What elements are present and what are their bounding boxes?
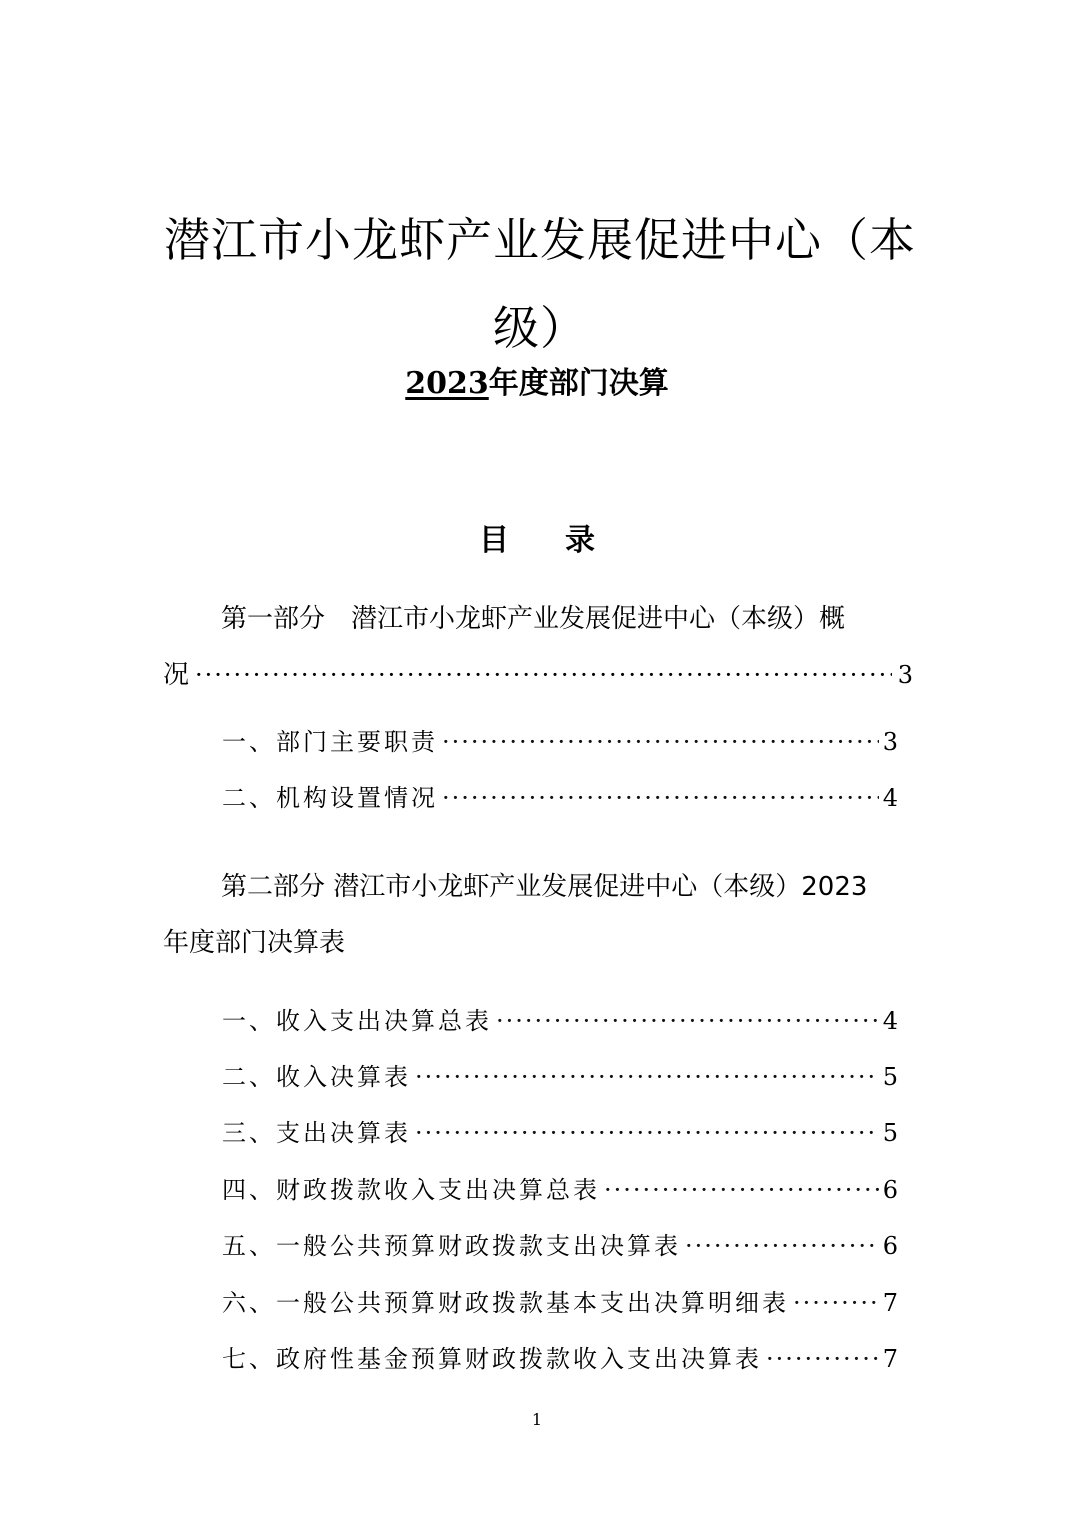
toc-part-1-line-2 xyxy=(163,653,913,697)
toc-part-1-line-2-text: 况 xyxy=(163,660,190,690)
toc-item[interactable] xyxy=(222,1057,898,1097)
toc-item-label: 四、财政拨款收入支出决算总表 xyxy=(222,1176,600,1204)
toc-leader-dots xyxy=(442,722,879,762)
toc-item[interactable] xyxy=(222,1339,898,1379)
toc-heading: 目录 xyxy=(479,523,651,558)
toc-part-2-line-2: 年度部门决算表 xyxy=(163,928,346,958)
toc-item-label: 一、部门主要职责 xyxy=(222,728,438,756)
toc-item-label: 二、机构设置情况 xyxy=(222,784,438,812)
document-title-line-1: 潜江市小龙虾产业发展促进中心（本 xyxy=(164,213,916,267)
toc-leader-dots xyxy=(793,1283,879,1323)
document-title-line-2: 级） xyxy=(493,301,587,355)
toc-item-page: 7 xyxy=(882,1289,898,1317)
toc-leader-dots xyxy=(195,653,892,697)
toc-item-page: 6 xyxy=(882,1232,898,1260)
toc-item[interactable] xyxy=(222,722,898,762)
toc-item-label: 三、支出决算表 xyxy=(222,1119,411,1147)
toc-part-1[interactable] xyxy=(163,597,913,697)
toc-item-page: 4 xyxy=(882,1007,898,1035)
toc-item-label: 二、收入决算表 xyxy=(222,1063,411,1091)
toc-item-page: 7 xyxy=(882,1345,898,1373)
toc-item-label: 一、收入支出决算总表 xyxy=(222,1007,492,1035)
toc-item[interactable] xyxy=(222,1001,898,1041)
toc-part-1-page: 3 xyxy=(897,661,913,689)
page-number: 1 xyxy=(531,1410,543,1429)
document-subtitle xyxy=(0,362,1074,406)
subtitle-year: 2023 xyxy=(405,366,489,401)
toc-part-2-line-1: 第二部分 潜江市小龙虾产业发展促进中心（本级）2023 xyxy=(221,872,868,902)
toc-item[interactable] xyxy=(222,1226,898,1266)
toc-item-page: 4 xyxy=(882,784,898,812)
toc-item-label: 七、政府性基金预算财政拨款收入支出决算表 xyxy=(222,1345,762,1373)
toc-item-label: 五、一般公共预算财政拨款支出决算表 xyxy=(222,1232,681,1260)
toc-item-page: 3 xyxy=(882,728,898,756)
toc-leader-dots xyxy=(766,1339,879,1379)
toc-leader-dots xyxy=(604,1170,879,1210)
toc-item-page: 5 xyxy=(882,1063,898,1091)
toc-item[interactable] xyxy=(222,1283,898,1323)
toc-leader-dots xyxy=(415,1057,879,1097)
toc-leader-dots xyxy=(442,778,879,818)
toc-part-2[interactable] xyxy=(163,865,913,965)
toc-item[interactable] xyxy=(222,1170,898,1210)
toc-item[interactable] xyxy=(222,1113,898,1153)
toc-leader-dots xyxy=(415,1113,879,1153)
toc-item-label: 六、一般公共预算财政拨款基本支出决算明细表 xyxy=(222,1289,789,1317)
toc-part-1-line-1: 第一部分 潜江市小龙虾产业发展促进中心（本级）概 xyxy=(221,604,846,634)
toc-item-page: 5 xyxy=(882,1119,898,1147)
toc-leader-dots xyxy=(685,1226,879,1266)
toc-item-page: 6 xyxy=(882,1176,898,1204)
document-title xyxy=(160,196,920,372)
subtitle-text: 年度部门决算 xyxy=(488,366,669,401)
toc-leader-dots xyxy=(496,1001,879,1041)
toc-item[interactable] xyxy=(222,778,898,818)
